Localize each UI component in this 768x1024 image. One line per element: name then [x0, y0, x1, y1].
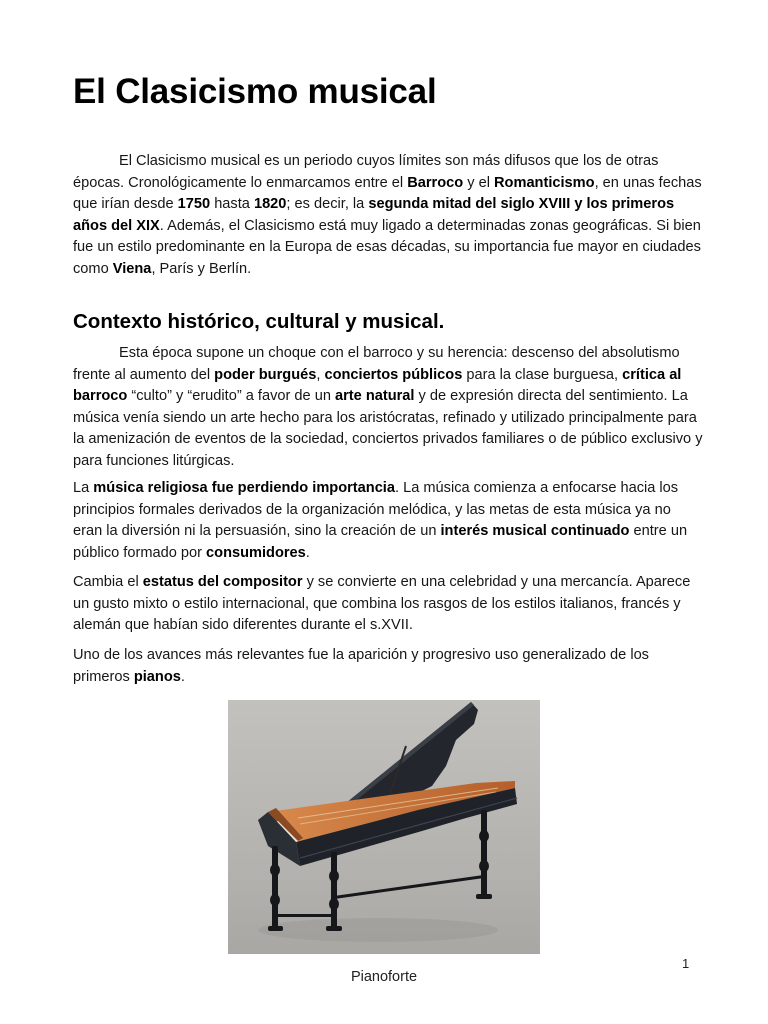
section-heading: Contexto histórico, cultural y musical. [73, 310, 445, 333]
p1-text-3: para la clase burguesa, [462, 366, 623, 383]
intro-bold-barroco: Barroco [407, 174, 464, 191]
p3-text-1: Cambia el [73, 574, 143, 590]
p1-text-4: “culto” y “erudito” a favor de un [127, 388, 335, 405]
intro-bold-1820: 1820 [253, 196, 287, 213]
p1-text-5: y de expresión directa del sentimiento. La música venía siendo un arte hecho para los aristócratas, refinado y utilizado principalmente para la amenización de eventos de la sociedad, conciertos privados familiares o de público exclusivo y para funciones litúrgicas. [73, 388, 703, 469]
p1-bold-conciertos: conciertos públicos [324, 366, 463, 383]
intro-text-2: y el [463, 174, 495, 191]
p1-text-2: , [316, 366, 325, 383]
p1-bold-critica: crítica al barroco [73, 366, 682, 405]
intro-text-3: , en unas fechas que irían desde [73, 174, 702, 213]
figure-caption: Pianoforte [350, 969, 418, 985]
intro-text-6: . Además, el Clasicismo está muy ligado a determinadas zonas geográficas. Si bien fue un estilo predominante en la Europa de esas décadas, su importancia fue mayor en ciudades como [73, 217, 701, 277]
p2-text-1: La [73, 480, 94, 496]
p2-bold-musica-religiosa: música religiosa fue perdiendo importancia [93, 480, 395, 496]
context-paragraph-3 [73, 572, 703, 637]
intro-bold-period: segunda mitad del siglo XVIII y los primeros años del XIX [73, 196, 675, 234]
p1-bold-poder-burgues: poder burgués [214, 366, 317, 383]
page-title: El Clasicismo musical [73, 72, 437, 111]
context-paragraph-2 [73, 478, 703, 564]
context-paragraph-4 [73, 645, 703, 688]
pianoforte-illustration [228, 700, 540, 954]
p2-text-4: . [305, 544, 310, 561]
page-number: 1 [682, 956, 690, 971]
p2-bold-consumidores: consumidores [206, 544, 306, 561]
p2-text-2: . La música comienza a enfocarse hacia los principios formales derivados de la organización melódica, y las metas de esta música ya no eran la diversión ni la persuasión, sino la creación de un [73, 480, 679, 540]
p4-text-1: Uno de los avances más relevantes fue la aparición y progresivo uso generalizado de los primeros [73, 647, 649, 685]
p4-bold-pianos: pianos [133, 668, 181, 685]
intro-bold-romanticismo: Romanticismo [494, 174, 595, 191]
intro-text-1: El Clasicismo musical es un periodo cuyos límites son más difusos que los de otras épocas. Cronológicamente lo enmarcamos entre el [73, 153, 659, 191]
p3-text-2: y se convierte en una celebridad y una mercancía. Aparece un gusto mixto o estilo internacional, que combina los rasgos de los estilos italianos, francés y alemán que habían sido diferentes durante el s.XVII. [73, 574, 691, 634]
intro-paragraph [73, 151, 703, 281]
p1-text-1: Esta época supone un choque con el barroco y su herencia: descenso del absolutismo frente al aumento del [73, 345, 680, 383]
p3-bold-estatus: estatus del compositor [142, 574, 303, 590]
intro-bold-1750: 1750 [177, 196, 211, 213]
intro-bold-viena: Viena [112, 260, 152, 277]
p2-bold-interes: interés musical continuado [440, 523, 630, 540]
pianoforte-image [228, 700, 540, 954]
intro-text-7: , París y Berlín. [151, 260, 252, 277]
context-paragraph-1 [73, 343, 703, 473]
p2-text-3: entre un público formado por [73, 523, 688, 561]
intro-text-5: ; es decir, la [286, 196, 369, 213]
intro-text-4: hasta [210, 196, 254, 213]
p1-bold-arte-natural: arte natural [335, 388, 415, 405]
p4-text-2: . [180, 668, 185, 685]
